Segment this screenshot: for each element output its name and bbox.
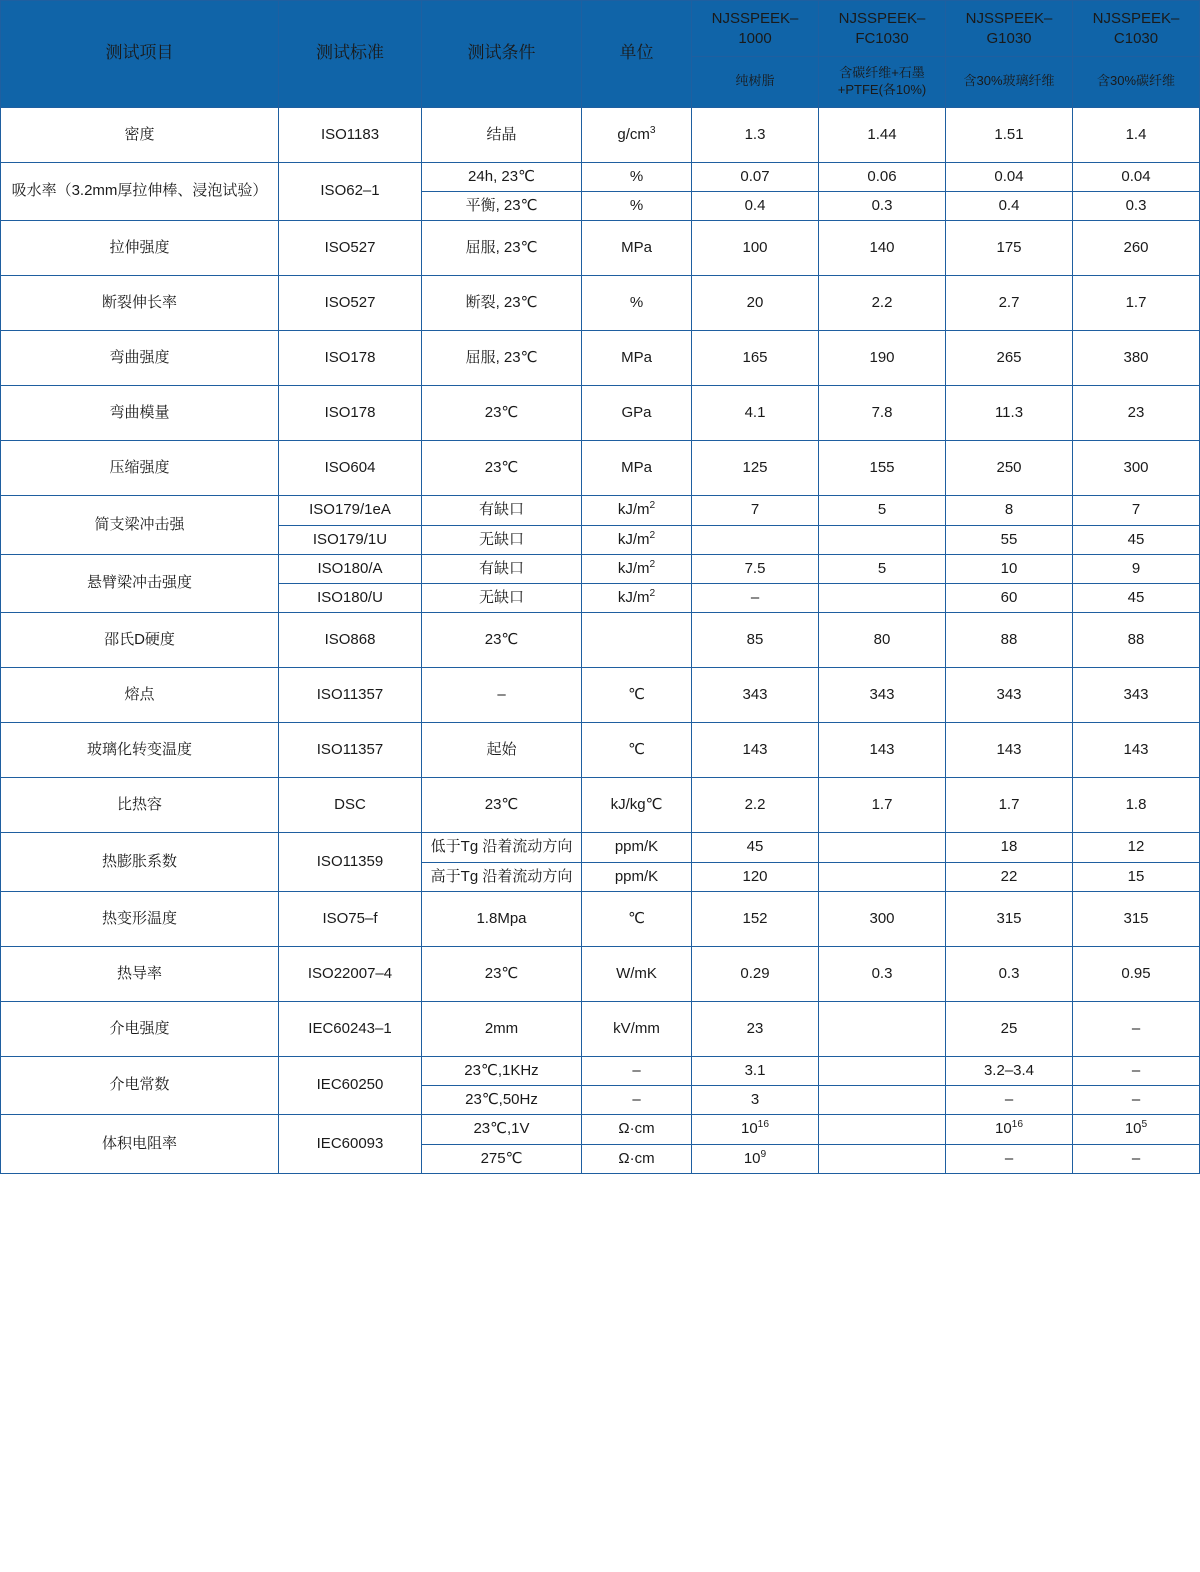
row-value-grade-2: [819, 833, 946, 862]
row-value-grade-3: 265: [946, 331, 1073, 386]
row-value-grade-3: 0.3: [946, 946, 1073, 1001]
row-test-standard: ISO180/A: [279, 554, 422, 583]
row-test-item: 比热容: [1, 778, 279, 833]
row-value-grade-1: 85: [692, 613, 819, 668]
row-unit: ppm/K: [582, 862, 692, 891]
table-row: [1, 778, 1200, 833]
row-test-standard: ISO22007–4: [279, 946, 422, 1001]
row-value-grade-4: 143: [1073, 723, 1200, 778]
row-value-grade-3: –: [946, 1086, 1073, 1115]
row-test-condition: 23℃: [422, 613, 582, 668]
row-value-grade-4: 7: [1073, 496, 1200, 525]
row-unit: W/mK: [582, 946, 692, 1001]
row-value-grade-2: 80: [819, 613, 946, 668]
header-grade-3-desc: 含30%玻璃纤维: [946, 57, 1073, 108]
table-row: [1, 554, 1200, 583]
row-test-condition: 23℃: [422, 441, 582, 496]
row-unit: ppm/K: [582, 833, 692, 862]
row-test-standard: ISO527: [279, 276, 422, 331]
row-unit: ℃: [582, 891, 692, 946]
row-value-grade-3: 1.51: [946, 107, 1073, 162]
row-value-grade-2: [819, 1144, 946, 1173]
row-value-grade-4: 1.7: [1073, 276, 1200, 331]
row-value-grade-1: 7: [692, 496, 819, 525]
row-test-item: 吸水率（3.2mm厚拉伸棒、浸泡试验）: [1, 162, 279, 221]
row-test-condition: 低于Tg 沿着流动方向: [422, 833, 582, 862]
row-value-grade-3: 60: [946, 584, 1073, 613]
table-row: [1, 162, 1200, 191]
row-value-grade-2: 140: [819, 221, 946, 276]
row-value-grade-3: 250: [946, 441, 1073, 496]
row-test-standard: ISO868: [279, 613, 422, 668]
row-test-item: 热导率: [1, 946, 279, 1001]
row-value-grade-4: 9: [1073, 554, 1200, 583]
row-value-grade-2: [819, 584, 946, 613]
row-test-item: 介电强度: [1, 1001, 279, 1056]
row-value-grade-3: 88: [946, 613, 1073, 668]
row-value-grade-4: 45: [1073, 584, 1200, 613]
row-unit: MPa: [582, 331, 692, 386]
header-test-item: 测试项目: [1, 1, 279, 108]
row-test-standard: ISO75–f: [279, 891, 422, 946]
header-grade-1-desc: 纯树脂: [692, 57, 819, 108]
row-test-item: 热膨胀系数: [1, 833, 279, 892]
row-unit: $kJ/m^2$: [582, 554, 692, 583]
row-unit: $g/cm^3$: [582, 107, 692, 162]
row-value-grade-2: 5: [819, 496, 946, 525]
row-test-condition: 1.8Mpa: [422, 891, 582, 946]
row-unit: –: [582, 1086, 692, 1115]
row-test-condition: 屈服, 23℃: [422, 221, 582, 276]
row-value-grade-1: 3: [692, 1086, 819, 1115]
row-test-condition: 起始: [422, 723, 582, 778]
table-row: [1, 1001, 1200, 1056]
table-row: [1, 221, 1200, 276]
row-value-grade-4: –: [1073, 1144, 1200, 1173]
row-test-item: 热变形温度: [1, 891, 279, 946]
row-test-standard: ISO179/1U: [279, 525, 422, 554]
table-row: [1, 386, 1200, 441]
row-test-condition: 275℃: [422, 1144, 582, 1173]
row-unit: MPa: [582, 441, 692, 496]
row-test-item: 断裂伸长率: [1, 276, 279, 331]
row-unit: MPa: [582, 221, 692, 276]
row-unit: kV/mm: [582, 1001, 692, 1056]
row-value-grade-2: 1.7: [819, 778, 946, 833]
row-value-grade-2: 143: [819, 723, 946, 778]
row-test-standard: ISO178: [279, 331, 422, 386]
row-unit: %: [582, 276, 692, 331]
row-test-condition: 结晶: [422, 107, 582, 162]
row-value-grade-1: 343: [692, 668, 819, 723]
row-value-grade-4: 0.95: [1073, 946, 1200, 1001]
row-test-condition: 23℃: [422, 778, 582, 833]
row-test-standard: ISO11357: [279, 668, 422, 723]
row-value-grade-3: 343: [946, 668, 1073, 723]
row-value-grade-2: [819, 862, 946, 891]
row-unit: GPa: [582, 386, 692, 441]
header-grade-2-desc: 含碳纤维+石墨+PTFE(各10%): [819, 57, 946, 108]
table-row: [1, 1056, 1200, 1085]
row-value-grade-4: $10^5$: [1073, 1115, 1200, 1144]
row-value-grade-1: 0.07: [692, 162, 819, 191]
row-value-grade-1: $10^{16}$: [692, 1115, 819, 1144]
row-test-standard: ISO179/1eA: [279, 496, 422, 525]
table-row: [1, 441, 1200, 496]
row-value-grade-1: 0.29: [692, 946, 819, 1001]
row-test-condition: 23℃,1KHz: [422, 1056, 582, 1085]
row-value-grade-1: 2.2: [692, 778, 819, 833]
row-value-grade-1: 1.3: [692, 107, 819, 162]
row-test-standard: ISO11357: [279, 723, 422, 778]
row-test-item: 邵氏D硬度: [1, 613, 279, 668]
header-grade-4: NJSSPEEK–C1030: [1073, 1, 1200, 57]
row-value-grade-3: 25: [946, 1001, 1073, 1056]
row-value-grade-2: 190: [819, 331, 946, 386]
row-test-condition: 有缺口: [422, 496, 582, 525]
row-value-grade-2: 343: [819, 668, 946, 723]
row-value-grade-4: 315: [1073, 891, 1200, 946]
row-value-grade-1: 45: [692, 833, 819, 862]
row-value-grade-4: 1.8: [1073, 778, 1200, 833]
row-value-grade-1: –: [692, 584, 819, 613]
row-value-grade-1: 0.4: [692, 192, 819, 221]
row-value-grade-2: 155: [819, 441, 946, 496]
row-unit: Ω·cm: [582, 1144, 692, 1173]
table-row: [1, 107, 1200, 162]
row-test-condition: 屈服, 23℃: [422, 331, 582, 386]
row-value-grade-3: 2.7: [946, 276, 1073, 331]
table-row: [1, 613, 1200, 668]
row-unit: ℃: [582, 668, 692, 723]
row-unit: ℃: [582, 723, 692, 778]
row-value-grade-3: 175: [946, 221, 1073, 276]
row-test-condition: 2mm: [422, 1001, 582, 1056]
row-value-grade-4: –: [1073, 1056, 1200, 1085]
row-test-condition: 无缺口: [422, 584, 582, 613]
row-value-grade-3: –: [946, 1144, 1073, 1173]
row-test-item: 密度: [1, 107, 279, 162]
table-body: [1, 107, 1200, 1173]
table-row: [1, 1115, 1200, 1144]
row-test-standard: ISO1183: [279, 107, 422, 162]
row-value-grade-1: 3.1: [692, 1056, 819, 1085]
row-value-grade-2: [819, 1056, 946, 1085]
row-value-grade-3: 22: [946, 862, 1073, 891]
row-value-grade-4: –: [1073, 1001, 1200, 1056]
row-test-standard: ISO527: [279, 221, 422, 276]
row-value-grade-1: 152: [692, 891, 819, 946]
row-value-grade-3: 3.2–3.4: [946, 1056, 1073, 1085]
row-value-grade-3: 18: [946, 833, 1073, 862]
row-unit: $kJ/m^2$: [582, 496, 692, 525]
row-value-grade-3: 315: [946, 891, 1073, 946]
row-test-condition: 高于Tg 沿着流动方向: [422, 862, 582, 891]
row-value-grade-2: 5: [819, 554, 946, 583]
row-test-item: 体积电阻率: [1, 1115, 279, 1174]
row-value-grade-2: 1.44: [819, 107, 946, 162]
row-test-item: 弯曲强度: [1, 331, 279, 386]
row-test-item: 玻璃化转变温度: [1, 723, 279, 778]
row-unit: [582, 613, 692, 668]
row-value-grade-4: 300: [1073, 441, 1200, 496]
row-value-grade-3: 0.4: [946, 192, 1073, 221]
row-value-grade-3: 11.3: [946, 386, 1073, 441]
row-value-grade-2: [819, 1001, 946, 1056]
header-grade-3: NJSSPEEK–G1030: [946, 1, 1073, 57]
row-value-grade-3: 10: [946, 554, 1073, 583]
table-row: [1, 276, 1200, 331]
row-test-condition: 24h, 23℃: [422, 162, 582, 191]
row-test-condition: 无缺口: [422, 525, 582, 554]
row-test-item: 拉伸强度: [1, 221, 279, 276]
table-row: [1, 891, 1200, 946]
row-value-grade-1: 143: [692, 723, 819, 778]
header-unit: 单位: [582, 1, 692, 108]
row-test-standard: ISO180/U: [279, 584, 422, 613]
header-grade-2: NJSSPEEK–FC1030: [819, 1, 946, 57]
row-test-item: 简支梁冲击强: [1, 496, 279, 555]
table-row: [1, 331, 1200, 386]
row-test-item: 弯曲模量: [1, 386, 279, 441]
table-row: [1, 496, 1200, 525]
row-value-grade-3: 1.7: [946, 778, 1073, 833]
row-value-grade-4: 23: [1073, 386, 1200, 441]
row-test-standard: IEC60250: [279, 1056, 422, 1115]
row-test-item: 悬臂梁冲击强度: [1, 554, 279, 613]
row-unit: $kJ/m^2$: [582, 584, 692, 613]
row-value-grade-2: 0.3: [819, 192, 946, 221]
header-test-standard: 测试标准: [279, 1, 422, 108]
row-value-grade-3: 8: [946, 496, 1073, 525]
row-test-item: 熔点: [1, 668, 279, 723]
row-value-grade-2: 0.06: [819, 162, 946, 191]
row-value-grade-4: 15: [1073, 862, 1200, 891]
row-value-grade-2: [819, 1086, 946, 1115]
row-value-grade-4: 0.04: [1073, 162, 1200, 191]
table-row: [1, 668, 1200, 723]
row-unit: %: [582, 162, 692, 191]
row-unit: $kJ/m^2$: [582, 525, 692, 554]
row-test-standard: IEC60093: [279, 1115, 422, 1174]
table-header: [1, 1, 1200, 108]
header-grade-1: NJSSPEEK–1000: [692, 1, 819, 57]
row-unit: –: [582, 1056, 692, 1085]
row-value-grade-4: 380: [1073, 331, 1200, 386]
row-value-grade-3: 55: [946, 525, 1073, 554]
row-test-condition: 有缺口: [422, 554, 582, 583]
row-test-condition: 23℃: [422, 946, 582, 1001]
row-value-grade-2: 300: [819, 891, 946, 946]
table-row: [1, 833, 1200, 862]
row-value-grade-2: [819, 525, 946, 554]
row-test-condition: –: [422, 668, 582, 723]
row-value-grade-4: 45: [1073, 525, 1200, 554]
row-value-grade-1: 165: [692, 331, 819, 386]
row-unit: Ω·cm: [582, 1115, 692, 1144]
table-row: [1, 723, 1200, 778]
row-test-item: 介电常数: [1, 1056, 279, 1115]
row-value-grade-3: 143: [946, 723, 1073, 778]
row-value-grade-4: 343: [1073, 668, 1200, 723]
header-test-condition: 测试条件: [422, 1, 582, 108]
row-test-condition: 23℃: [422, 386, 582, 441]
row-value-grade-2: 0.3: [819, 946, 946, 1001]
row-test-standard: ISO62–1: [279, 162, 422, 221]
row-value-grade-1: [692, 525, 819, 554]
row-value-grade-2: [819, 1115, 946, 1144]
row-value-grade-1: 7.5: [692, 554, 819, 583]
row-value-grade-1: 23: [692, 1001, 819, 1056]
row-value-grade-1: 125: [692, 441, 819, 496]
row-value-grade-3: 0.04: [946, 162, 1073, 191]
row-test-condition: 平衡, 23℃: [422, 192, 582, 221]
row-value-grade-1: 120: [692, 862, 819, 891]
row-unit: %: [582, 192, 692, 221]
row-value-grade-4: 88: [1073, 613, 1200, 668]
row-value-grade-4: 1.4: [1073, 107, 1200, 162]
row-value-grade-1: $10^9$: [692, 1144, 819, 1173]
row-value-grade-4: 0.3: [1073, 192, 1200, 221]
row-test-item: 压缩强度: [1, 441, 279, 496]
row-test-standard: IEC60243–1: [279, 1001, 422, 1056]
row-test-condition: 23℃,50Hz: [422, 1086, 582, 1115]
row-test-standard: ISO604: [279, 441, 422, 496]
header-grade-4-desc: 含30%碳纤维: [1073, 57, 1200, 108]
row-value-grade-4: 260: [1073, 221, 1200, 276]
row-unit: kJ/kg℃: [582, 778, 692, 833]
row-test-condition: 23℃,1V: [422, 1115, 582, 1144]
row-value-grade-1: 4.1: [692, 386, 819, 441]
row-value-grade-3: $10^{16}$: [946, 1115, 1073, 1144]
row-value-grade-2: 7.8: [819, 386, 946, 441]
row-test-condition: 断裂, 23℃: [422, 276, 582, 331]
row-value-grade-2: 2.2: [819, 276, 946, 331]
row-value-grade-4: 12: [1073, 833, 1200, 862]
row-value-grade-1: 20: [692, 276, 819, 331]
row-test-standard: ISO178: [279, 386, 422, 441]
row-test-standard: ISO11359: [279, 833, 422, 892]
row-test-standard: DSC: [279, 778, 422, 833]
row-value-grade-4: –: [1073, 1086, 1200, 1115]
row-value-grade-1: 100: [692, 221, 819, 276]
table-row: [1, 946, 1200, 1001]
